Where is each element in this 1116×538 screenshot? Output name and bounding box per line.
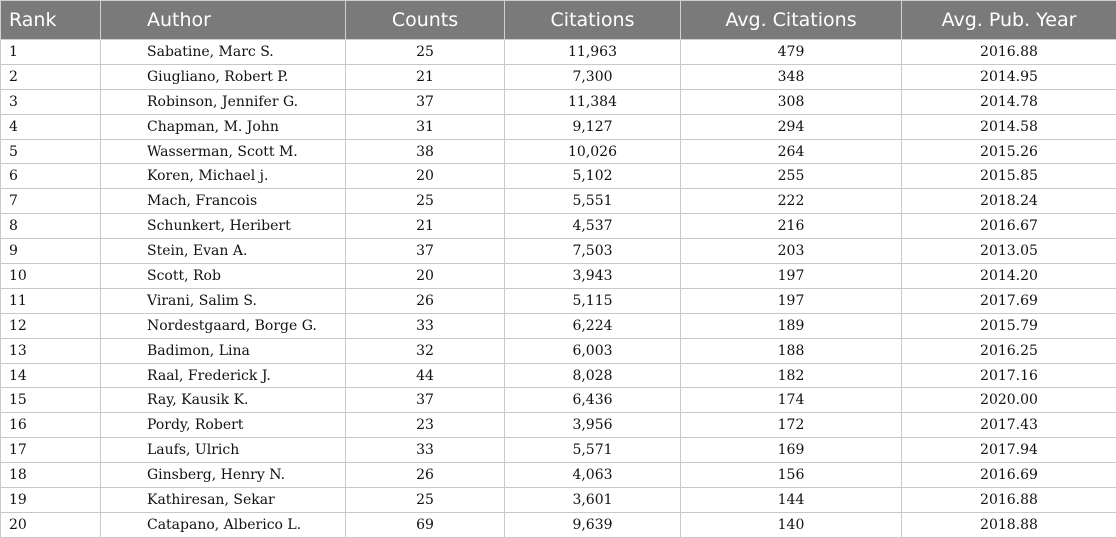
header-row [1,1,1116,40]
cell-avg-pub-year: 2018.24 [902,189,1116,214]
cell-citations: 11,384 [505,89,681,114]
cell-counts: 33 [346,313,505,338]
cell-avg-pub-year: 2016.69 [902,463,1116,488]
cell-avg-pub-year: 2016.88 [902,488,1116,513]
cell-avg-citations: 169 [681,438,902,463]
cell-avg-citations: 264 [681,139,902,164]
cell-avg-citations: 182 [681,363,902,388]
cell-author: Chapman, M. John [101,114,346,139]
table-row [1,363,1116,388]
cell-counts: 37 [346,239,505,264]
table-row [1,189,1116,214]
cell-rank: 19 [1,488,101,513]
cell-author: Raal, Frederick J. [101,363,346,388]
cell-counts: 33 [346,438,505,463]
cell-citations: 6,003 [505,338,681,363]
cell-rank: 18 [1,463,101,488]
cell-author: Scott, Rob [101,264,346,289]
cell-author: Laufs, Ulrich [101,438,346,463]
cell-rank: 16 [1,413,101,438]
cell-author: Nordestgaard, Borge G. [101,313,346,338]
cell-citations: 4,063 [505,463,681,488]
cell-avg-pub-year: 2017.69 [902,288,1116,313]
cell-avg-pub-year: 2015.26 [902,139,1116,164]
cell-avg-pub-year: 2016.88 [902,40,1116,65]
cell-citations: 4,537 [505,214,681,239]
cell-counts: 37 [346,388,505,413]
header-rank: Rank [1,1,101,40]
cell-counts: 21 [346,64,505,89]
cell-rank: 20 [1,512,101,537]
cell-rank: 3 [1,89,101,114]
header-avg-pub-year: Avg. Pub. Year [902,1,1116,40]
cell-avg-pub-year: 2014.20 [902,264,1116,289]
cell-counts: 20 [346,164,505,189]
cell-citations: 9,639 [505,512,681,537]
cell-citations: 6,436 [505,388,681,413]
cell-avg-pub-year: 2015.85 [902,164,1116,189]
cell-avg-citations: 222 [681,189,902,214]
cell-counts: 37 [346,89,505,114]
header-author: Author [101,1,346,40]
cell-author: Ginsberg, Henry N. [101,463,346,488]
cell-author: Catapano, Alberico L. [101,512,346,537]
cell-author: Virani, Salim S. [101,288,346,313]
cell-rank: 10 [1,264,101,289]
cell-author: Robinson, Jennifer G. [101,89,346,114]
cell-citations: 9,127 [505,114,681,139]
cell-avg-citations: 479 [681,40,902,65]
cell-rank: 11 [1,288,101,313]
cell-author: Giugliano, Robert P. [101,64,346,89]
cell-counts: 26 [346,463,505,488]
cell-author: Kathiresan, Sekar [101,488,346,513]
cell-counts: 69 [346,512,505,537]
cell-avg-pub-year: 2020.00 [902,388,1116,413]
cell-counts: 44 [346,363,505,388]
table-row [1,463,1116,488]
cell-avg-citations: 188 [681,338,902,363]
cell-counts: 31 [346,114,505,139]
cell-counts: 32 [346,338,505,363]
cell-author: Sabatine, Marc S. [101,40,346,65]
cell-citations: 5,551 [505,189,681,214]
table-header [1,1,1116,40]
cell-avg-pub-year: 2018.88 [902,512,1116,537]
cell-avg-citations: 156 [681,463,902,488]
cell-rank: 9 [1,239,101,264]
cell-counts: 26 [346,288,505,313]
cell-rank: 17 [1,438,101,463]
cell-rank: 7 [1,189,101,214]
table-row [1,40,1116,65]
cell-citations: 5,571 [505,438,681,463]
table-row [1,264,1116,289]
cell-counts: 25 [346,40,505,65]
cell-avg-citations: 203 [681,239,902,264]
table-row [1,338,1116,363]
cell-citations: 7,300 [505,64,681,89]
cell-avg-citations: 308 [681,89,902,114]
table-row [1,239,1116,264]
cell-author: Schunkert, Heribert [101,214,346,239]
cell-citations: 3,943 [505,264,681,289]
table-row [1,114,1116,139]
cell-avg-pub-year: 2017.16 [902,363,1116,388]
table-row [1,313,1116,338]
cell-author: Wasserman, Scott M. [101,139,346,164]
table-row [1,89,1116,114]
cell-counts: 25 [346,488,505,513]
cell-avg-pub-year: 2016.67 [902,214,1116,239]
table-row [1,413,1116,438]
header-counts: Counts [346,1,505,40]
table-row [1,488,1116,513]
table-row [1,164,1116,189]
cell-author: Mach, Francois [101,189,346,214]
cell-rank: 15 [1,388,101,413]
cell-avg-pub-year: 2016.25 [902,338,1116,363]
cell-avg-pub-year: 2014.78 [902,89,1116,114]
cell-rank: 14 [1,363,101,388]
cell-avg-pub-year: 2014.95 [902,64,1116,89]
cell-avg-citations: 255 [681,164,902,189]
cell-rank: 12 [1,313,101,338]
cell-avg-pub-year: 2015.79 [902,313,1116,338]
cell-citations: 3,601 [505,488,681,513]
cell-avg-citations: 294 [681,114,902,139]
cell-counts: 25 [346,189,505,214]
cell-avg-pub-year: 2017.43 [902,413,1116,438]
cell-counts: 20 [346,264,505,289]
cell-avg-citations: 197 [681,288,902,313]
table-row [1,288,1116,313]
cell-counts: 23 [346,413,505,438]
cell-citations: 6,224 [505,313,681,338]
table-row [1,139,1116,164]
cell-author: Stein, Evan A. [101,239,346,264]
cell-rank: 5 [1,139,101,164]
cell-citations: 7,503 [505,239,681,264]
table-body [1,40,1116,538]
table-row [1,64,1116,89]
cell-avg-citations: 189 [681,313,902,338]
cell-avg-pub-year: 2017.94 [902,438,1116,463]
cell-author: Badimon, Lina [101,338,346,363]
header-citations: Citations [505,1,681,40]
cell-avg-citations: 172 [681,413,902,438]
cell-rank: 13 [1,338,101,363]
cell-rank: 1 [1,40,101,65]
table-row [1,512,1116,537]
cell-citations: 10,026 [505,139,681,164]
cell-counts: 21 [346,214,505,239]
cell-avg-pub-year: 2013.05 [902,239,1116,264]
cell-counts: 38 [346,139,505,164]
cell-author: Ray, Kausik K. [101,388,346,413]
cell-citations: 11,963 [505,40,681,65]
cell-avg-pub-year: 2014.58 [902,114,1116,139]
cell-author: Koren, Michael j. [101,164,346,189]
cell-rank: 6 [1,164,101,189]
header-avg-citations: Avg. Citations [681,1,902,40]
cell-avg-citations: 216 [681,214,902,239]
table-row [1,438,1116,463]
cell-rank: 2 [1,64,101,89]
cell-avg-citations: 348 [681,64,902,89]
cell-citations: 3,956 [505,413,681,438]
cell-avg-citations: 140 [681,512,902,537]
cell-avg-citations: 144 [681,488,902,513]
cell-author: Pordy, Robert [101,413,346,438]
table-row [1,388,1116,413]
cell-avg-citations: 174 [681,388,902,413]
table-row [1,214,1116,239]
cell-citations: 8,028 [505,363,681,388]
cell-rank: 4 [1,114,101,139]
cell-citations: 5,102 [505,164,681,189]
cell-citations: 5,115 [505,288,681,313]
cell-avg-citations: 197 [681,264,902,289]
cell-rank: 8 [1,214,101,239]
